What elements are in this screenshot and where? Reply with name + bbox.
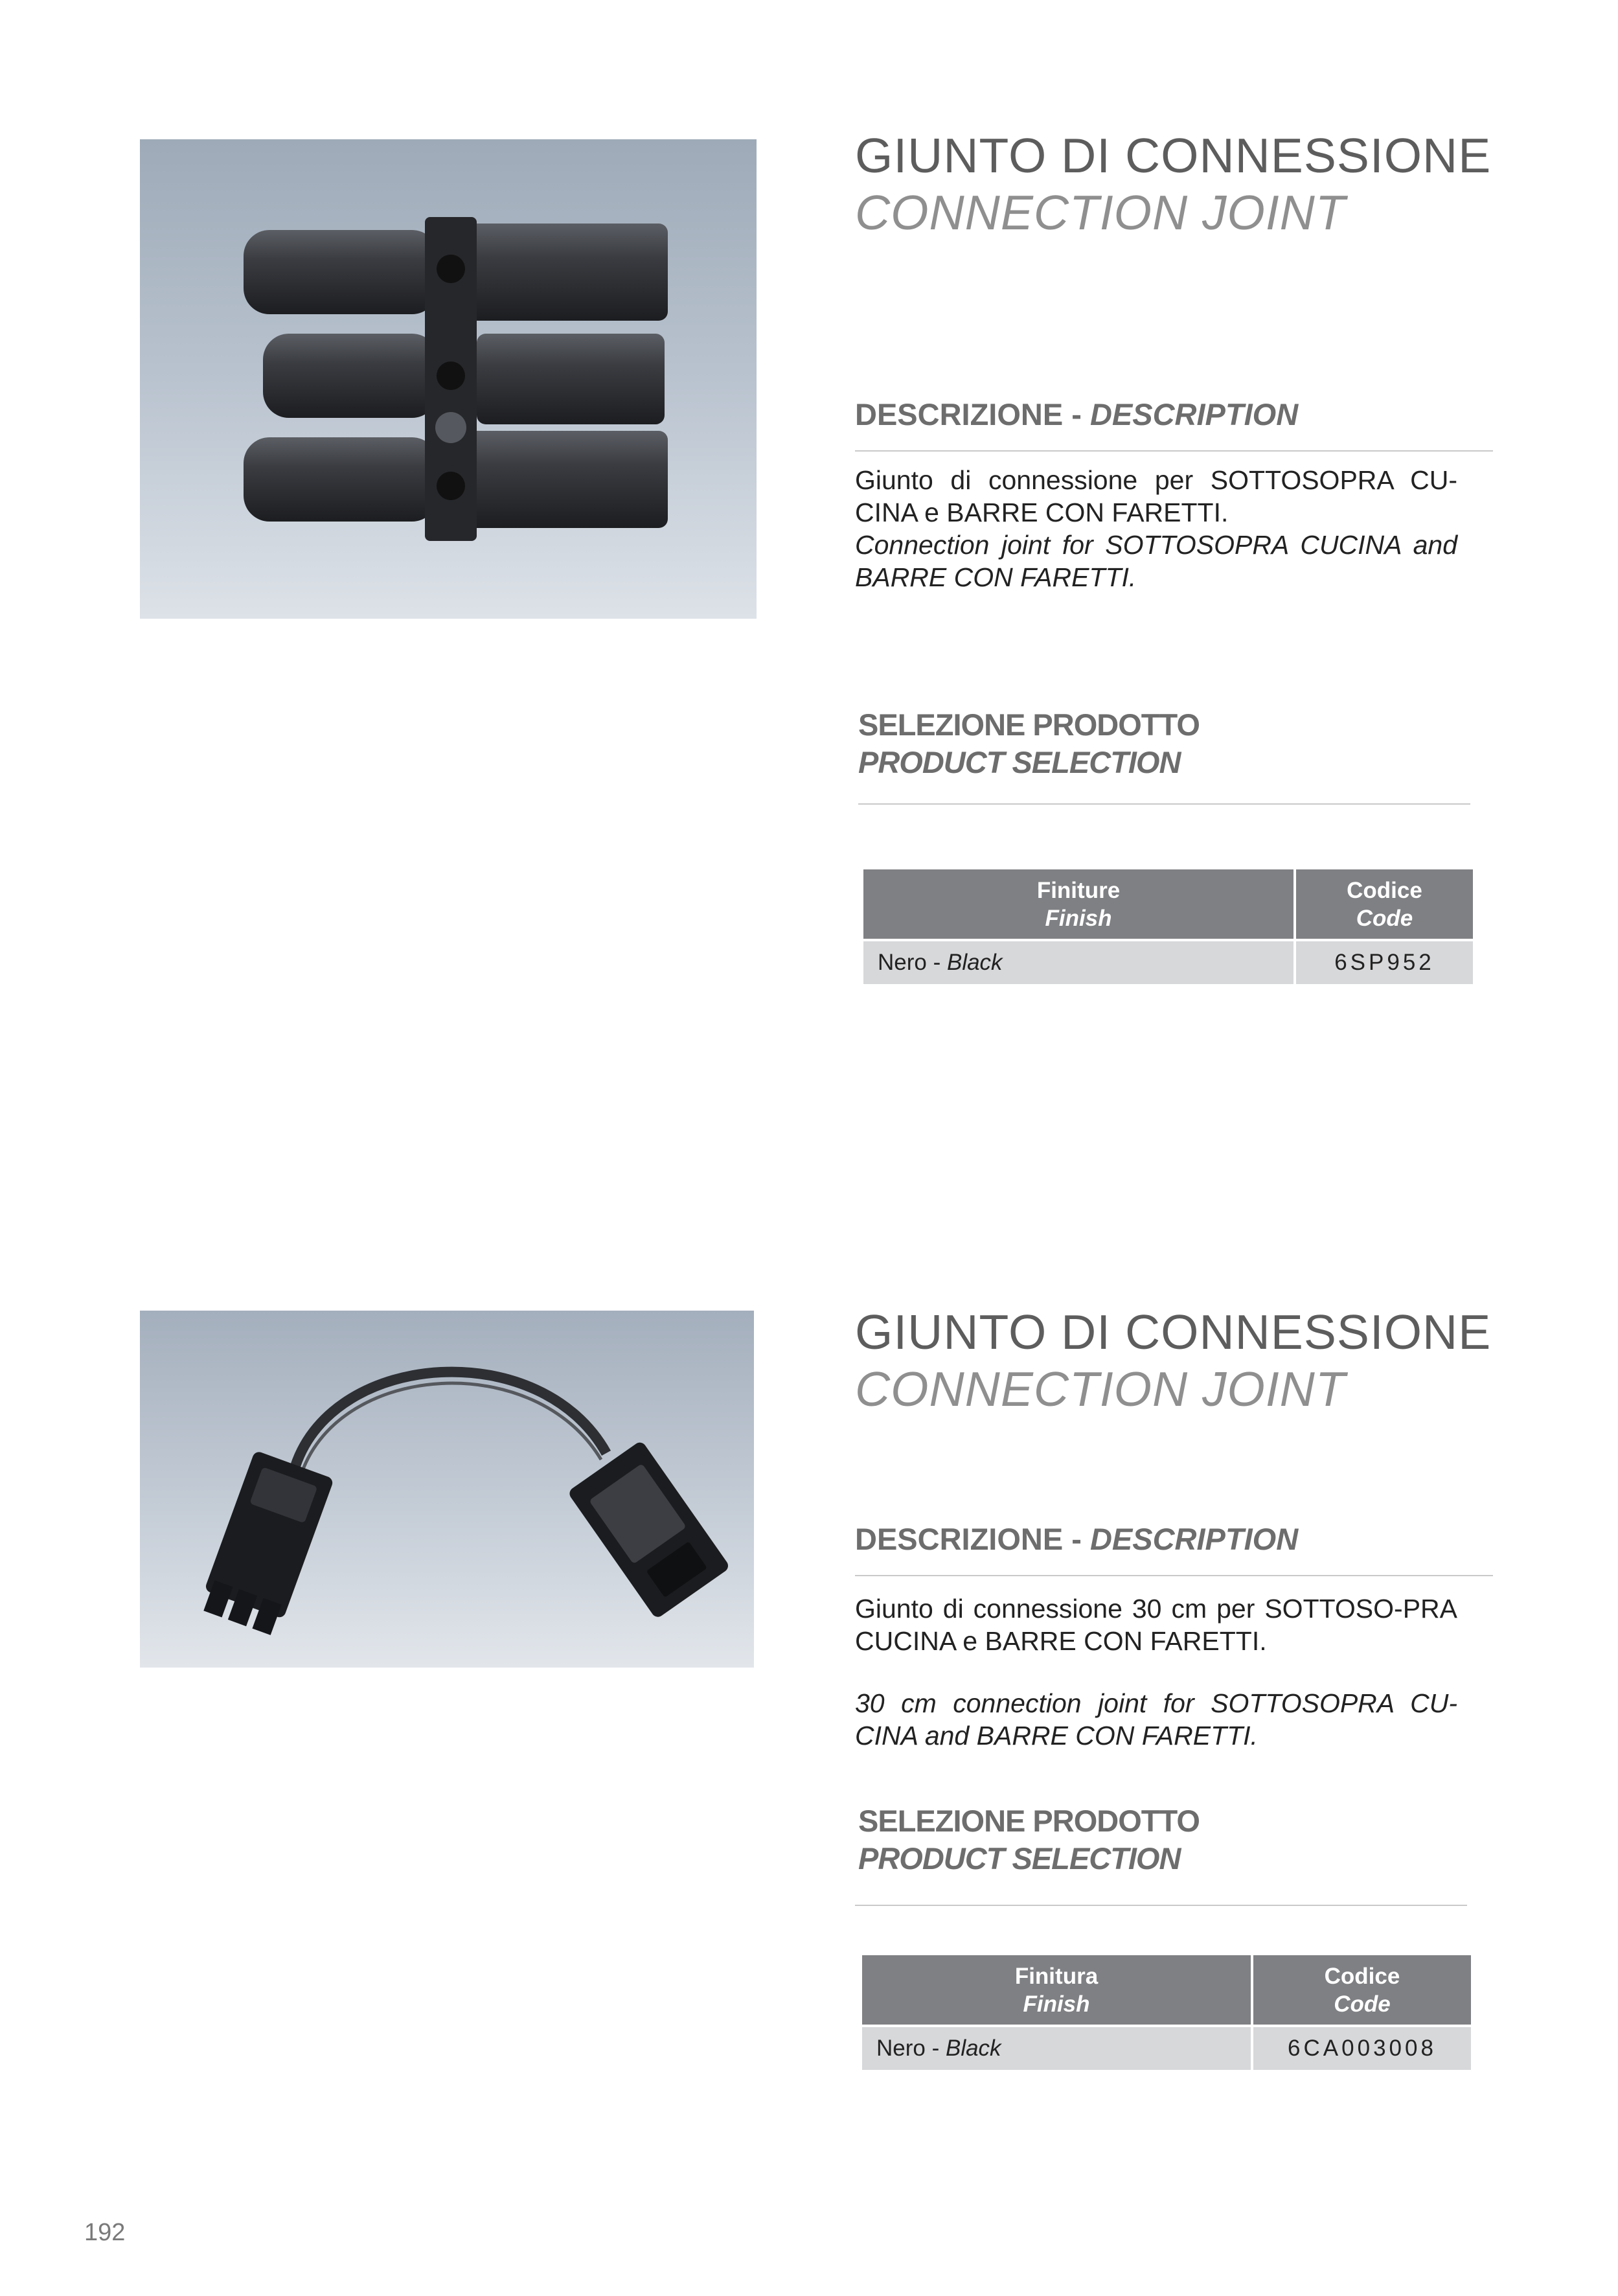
description-heading-en: DESCRIPTION: [1089, 1522, 1299, 1556]
table-header-row: [863, 869, 1473, 939]
product-table: [860, 1953, 1474, 2072]
column-header-code-it: Codice: [1347, 878, 1422, 903]
column-header-finish-it: Finiture: [1036, 878, 1121, 903]
selection-heading-it: SELEZIONE PRODOTTO: [858, 1804, 1200, 1838]
description-heading-en: DESCRIPTION: [1089, 397, 1299, 431]
selection-heading-en: PRODUCT SELECTION: [858, 1841, 1181, 1876]
product-title-it: GIUNTO DI CONNESSIONE: [855, 128, 1492, 183]
column-header-finish-en: Finish: [1023, 1992, 1090, 2017]
description-text: [855, 464, 1457, 593]
column-header-code-it: Codice: [1324, 1964, 1400, 1989]
description-en: Connection joint for SOTTOSOPRA CUCINA and BARRE CON FARETTI.: [855, 530, 1457, 592]
product-title: [855, 127, 1491, 241]
product-photo-cable-joint: [140, 1311, 754, 1668]
code-cell: 6SP952: [1296, 941, 1473, 984]
column-header-finish-it: Finitura: [1014, 1964, 1099, 1989]
finish-it: Nero -: [876, 2036, 946, 2061]
column-header-finish: [862, 1955, 1251, 2025]
description-heading: [855, 396, 1298, 432]
description-heading-it: DESCRIZIONE -: [855, 1522, 1090, 1556]
finish-en: Black: [945, 2036, 1001, 2061]
selection-heading: [858, 1802, 1200, 1877]
column-header-finish-en: Finish: [1045, 906, 1112, 931]
finish-cell: [863, 941, 1293, 984]
description-en: 30 cm connection joint for SOTTOSOPRA CU-CINA and BARRE CON FARETTI.: [855, 1688, 1457, 1751]
product-photo-connector-block: [140, 139, 757, 619]
finish-it: Nero -: [878, 950, 947, 975]
column-header-code: [1296, 869, 1473, 939]
page-number: 192: [84, 2219, 126, 2246]
product-title: [855, 1303, 1491, 1418]
finish-cell: [862, 2027, 1251, 2070]
column-header-code-en: Code: [1334, 1992, 1391, 2017]
product-title-en: CONNECTION JOINT: [855, 1362, 1346, 1416]
table-row: [862, 2027, 1471, 2070]
product-title-en: CONNECTION JOINT: [855, 185, 1346, 240]
selection-heading-en: PRODUCT SELECTION: [858, 745, 1181, 779]
description-it: Giunto di connessione per SOTTOSOPRA CU-CINA e BARRE CON FARETTI.: [855, 465, 1457, 527]
column-header-code-en: Code: [1356, 906, 1413, 931]
code-cell: 6CA003008: [1253, 2027, 1471, 2070]
divider: [855, 1575, 1493, 1576]
divider: [855, 1905, 1467, 1906]
divider: [858, 803, 1470, 805]
finish-en: Black: [946, 950, 1003, 975]
description-it: Giunto di connessione 30 cm per SOTTOSO-PRA CUCINA e BARRE CON FARETTI.: [855, 1594, 1457, 1656]
column-header-code: [1253, 1955, 1471, 2025]
table-header-row: [862, 1955, 1471, 2025]
description-heading-it: DESCRIZIONE -: [855, 397, 1090, 431]
description-text: [855, 1592, 1457, 1752]
selection-heading: [858, 706, 1200, 781]
product-table: [861, 867, 1476, 987]
column-header-finish: [863, 869, 1293, 939]
selection-heading-it: SELEZIONE PRODOTTO: [858, 707, 1200, 742]
divider: [855, 450, 1493, 452]
product-title-it: GIUNTO DI CONNESSIONE: [855, 1305, 1492, 1359]
table-row: [863, 941, 1473, 984]
description-heading: [855, 1521, 1298, 1557]
